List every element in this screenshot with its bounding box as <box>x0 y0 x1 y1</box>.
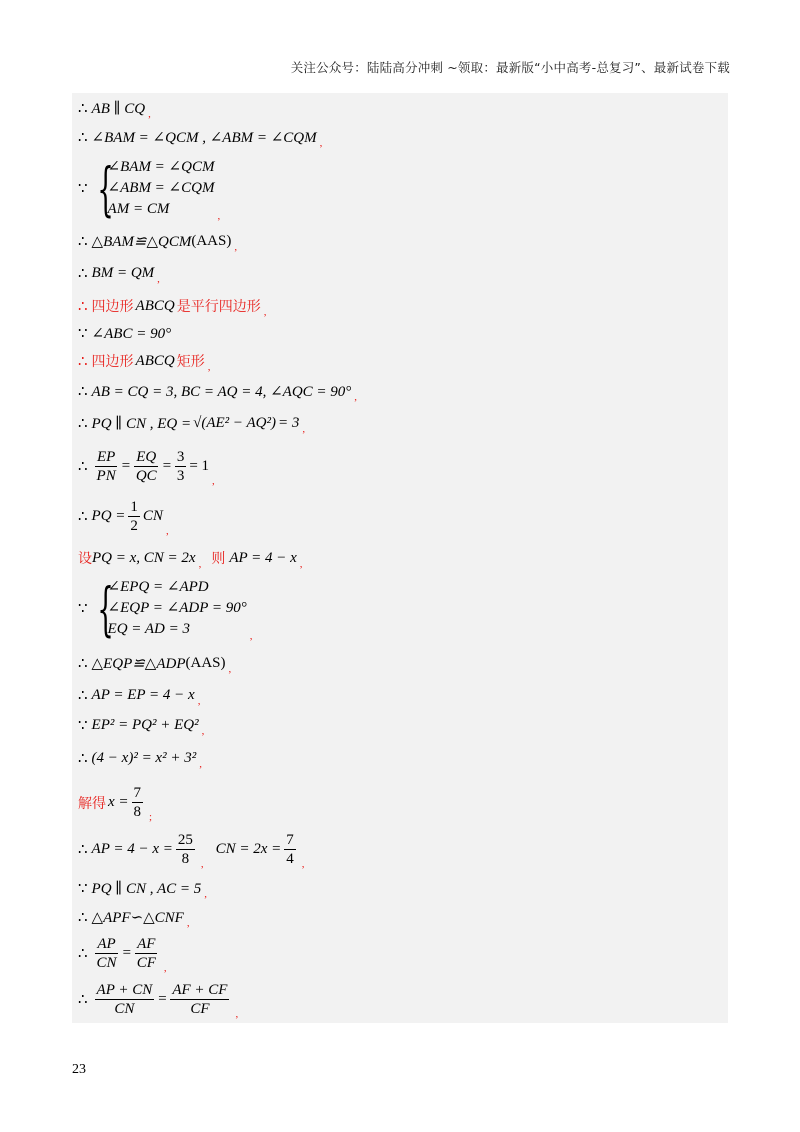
system-row: ∠EPQ = ∠APD <box>107 579 209 595</box>
comma: , <box>299 558 303 570</box>
comma: , <box>217 210 221 222</box>
step-20-math-2: CN = 2x = <box>215 841 282 857</box>
therefore-symbol: ∴ <box>78 751 88 767</box>
step-1-math: AB ∥ CQ <box>91 101 146 117</box>
step-21 <box>78 879 207 898</box>
step-19-math: x = <box>108 794 129 810</box>
comma: , <box>234 241 238 253</box>
fraction: $\frac{EQ}{QC}$ <box>135 449 157 484</box>
comma: , <box>197 695 201 707</box>
page-number: 23 <box>72 1062 86 1077</box>
comma: , <box>301 858 305 870</box>
step-7-math: ∠ABC = 90° <box>91 326 172 342</box>
comma: , <box>302 423 306 435</box>
therefore-symbol: ∴ <box>78 234 88 250</box>
page-header: 关注公众号：陆陆高分冲刺 ~领取：最新版“小中高考-总复习”、最新试卷下载 <box>290 60 730 75</box>
therefore-symbol: ∴ <box>78 416 88 432</box>
therefore-symbol: ∴ <box>78 910 88 926</box>
comma: , <box>235 1008 239 1020</box>
therefore-symbol: ∴ <box>78 688 88 704</box>
therefore-symbol: ∴ <box>78 101 88 117</box>
step-2 <box>78 128 322 147</box>
step-15 <box>78 654 231 673</box>
step-10-math: PQ ∥ CN , EQ = <box>91 416 192 432</box>
red-text: 则 <box>211 551 226 567</box>
fraction: $\frac{3}{3}$ <box>176 449 185 484</box>
step-18-math: (4 − x)² = x² + 3² <box>91 750 197 766</box>
comma: , <box>198 558 202 570</box>
left-brace: { <box>96 574 114 643</box>
red-text: 是平行四边形 <box>176 299 261 315</box>
step-6 <box>78 296 266 316</box>
comma: , <box>199 758 202 770</box>
step-20 <box>78 831 305 868</box>
fraction: $\frac{AP}{CN}$ <box>96 936 117 971</box>
comma: , <box>204 888 207 900</box>
step-9 <box>78 382 357 401</box>
fraction: $\frac{AF}{CF}$ <box>136 936 156 971</box>
comma: , <box>354 391 358 403</box>
comma: , <box>201 725 205 737</box>
therefore-symbol: ∴ <box>78 842 88 858</box>
step-8 <box>78 351 210 371</box>
red-text: 解得 <box>78 795 106 812</box>
fraction: $\frac{1}{2}$ <box>130 499 138 534</box>
red-text: 设 <box>78 551 92 567</box>
step-16-math: AP = EP = 4 − x <box>91 687 195 703</box>
system-row: AM = CM <box>107 201 170 217</box>
step-20-math: AP = 4 − x = <box>91 841 173 857</box>
therefore-symbol: ∴ <box>78 946 88 962</box>
because-symbol: ∵ <box>78 881 88 897</box>
comma: , <box>249 630 253 642</box>
comma: , <box>212 475 215 487</box>
therefore-symbol: ∴ <box>78 298 88 315</box>
therefore-symbol: ∴ <box>78 656 88 672</box>
therefore-symbol: ∴ <box>78 459 88 475</box>
step-12 <box>78 498 169 535</box>
step-22-math: △APF∽△CNF <box>91 910 184 926</box>
solution-block <box>72 93 728 1023</box>
comma: , <box>186 917 190 929</box>
therefore-symbol: ∴ <box>78 353 88 370</box>
comma: , <box>165 525 169 537</box>
quad-name: ABCQ <box>135 297 175 314</box>
radical: √(AE² − AQ²) <box>193 415 276 431</box>
comma: , <box>157 273 160 285</box>
comma: , <box>207 361 211 373</box>
step-17 <box>78 716 204 735</box>
because-symbol: ∵ <box>78 326 88 342</box>
comma: , <box>228 663 232 675</box>
fraction: $\frac{7}{8}$ <box>133 785 142 820</box>
because-symbol: ∵ <box>78 718 88 734</box>
step-17-math: EP² = PQ² + EQ² <box>91 717 199 733</box>
red-text: 四边形 <box>91 354 134 370</box>
fraction: $\frac{EP}{PN}$ <box>96 449 116 484</box>
step-9-math: AB = CQ = 3, BC = AQ = 4, ∠AQC = 90° <box>91 384 352 400</box>
red-text: 矩形 <box>176 354 205 370</box>
system-row: ∠EQP = ∠ADP = 90° <box>107 600 247 616</box>
step-22 <box>78 908 190 927</box>
comma: , <box>319 137 323 149</box>
fraction: $\frac{AP + CN}{CN}$ <box>96 982 153 1017</box>
comma: , <box>148 108 151 120</box>
step-10-result: = 3 <box>278 415 300 431</box>
therefore-symbol: ∴ <box>78 509 88 525</box>
step-5 <box>78 264 160 283</box>
comma: , <box>200 858 204 870</box>
system-row: EQ = AD = 3 <box>107 621 191 637</box>
step-16 <box>78 686 200 705</box>
quad-name: ABCQ <box>135 352 175 369</box>
step-4 <box>78 232 237 251</box>
left-brace: { <box>96 154 114 223</box>
comma: , <box>263 306 267 318</box>
step-24: ∴ $\frac{AP + CN}{CN}$ = $\frac{AF + CF}{CF}$ , <box>78 982 239 1020</box>
therefore-symbol: ∴ <box>78 266 88 282</box>
step-13-math-2: AP = 4 − x <box>229 549 297 566</box>
step-11-result: = 1 <box>189 458 210 474</box>
because-symbol: ∵ <box>78 181 88 197</box>
step-21-math: PQ ∥ CN , AC = 5 <box>91 881 202 897</box>
step-13 <box>78 548 303 568</box>
step-13-math: PQ = x, CN = 2x <box>92 549 196 566</box>
step-7 <box>78 324 171 343</box>
system-row: ∠ABM = ∠CQM <box>107 180 215 196</box>
step-3-system <box>78 154 221 223</box>
therefore-symbol: ∴ <box>78 992 88 1008</box>
aas-label: (AAS) <box>191 233 232 249</box>
step-4-math: △BAM≌△QCM <box>91 234 192 250</box>
step-11: ∴ $\frac{EP}{PN}$ = $\frac{EQ}{QC}$ = $\frac{3}{3}$ = 1 , <box>78 449 215 487</box>
step-19 <box>78 784 152 821</box>
fraction: $\frac{AF + CF}{CF}$ <box>172 982 228 1017</box>
comma: , <box>163 962 167 974</box>
red-text: 四边形 <box>91 299 134 315</box>
therefore-symbol: ∴ <box>78 384 88 400</box>
therefore-symbol: ∴ <box>78 130 88 146</box>
step-1 <box>78 99 151 118</box>
step-12-var: CN <box>142 508 163 524</box>
step-14-system <box>78 574 253 643</box>
step-12-math: PQ = <box>91 508 126 524</box>
step-23: ∴ $\frac{AP}{CN}$ = $\frac{AF}{CF}$ , <box>78 936 167 974</box>
step-15-math: △EQP≌△ADP <box>91 656 186 672</box>
step-10 <box>78 414 305 433</box>
system-row: ∠BAM = ∠QCM <box>107 159 215 175</box>
step-5-math: BM = QM <box>91 265 155 281</box>
semicolon: ; <box>149 811 153 823</box>
fraction: $\frac{25}{8}$ <box>177 832 193 867</box>
fraction: $\frac{7}{4}$ <box>286 832 294 867</box>
aas-label: (AAS) <box>185 655 226 671</box>
step-2-math: ∠BAM = ∠QCM , ∠ABM = ∠CQM <box>91 130 317 146</box>
step-18 <box>78 749 202 768</box>
because-symbol: ∵ <box>78 601 88 617</box>
